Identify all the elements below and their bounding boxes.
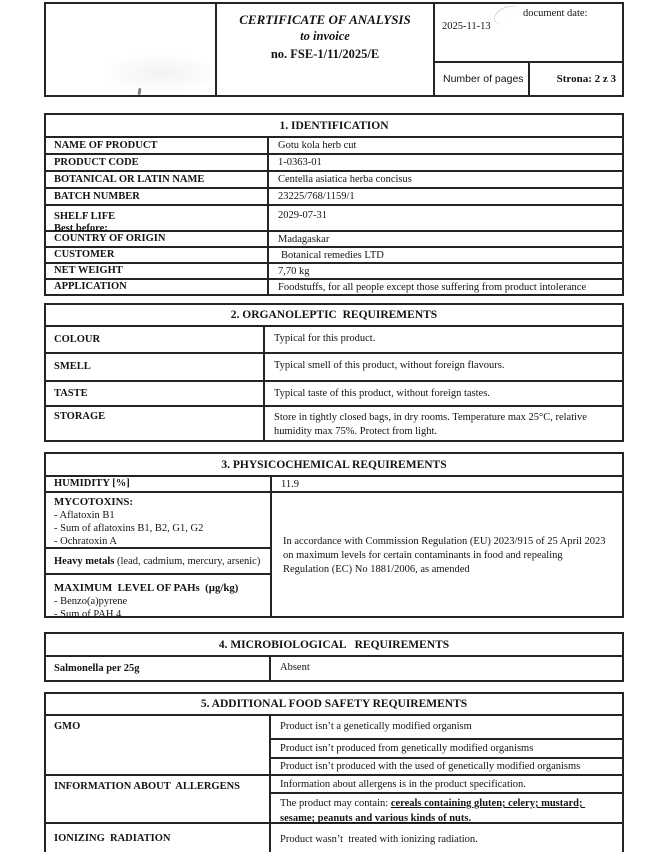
table-row bbox=[46, 230, 622, 246]
row-value: Typical smell of this product, without foreign flavours. bbox=[274, 360, 505, 371]
row-value: 1-0363-01 bbox=[278, 157, 322, 168]
ionizing-radiation-label: IONIZING RADIATION bbox=[46, 824, 271, 852]
logo-cell bbox=[46, 4, 217, 95]
physicochemical-table bbox=[44, 452, 624, 618]
row-label: STORAGE bbox=[46, 407, 265, 440]
ionizing-radiation-value: Product wasn’t treated with ionizing radiation. bbox=[280, 834, 478, 845]
pah-cell bbox=[46, 573, 270, 618]
food-safety-table bbox=[44, 692, 624, 852]
mycotoxins-cell bbox=[46, 493, 270, 547]
row-label: PRODUCT CODE bbox=[46, 155, 269, 170]
table-row bbox=[46, 204, 622, 234]
heavy-metals-rest: (lead, cadmium, mercury, arsenic) bbox=[114, 556, 261, 567]
best-before-label: Best before: bbox=[54, 223, 108, 234]
table-row bbox=[46, 352, 622, 380]
table-row bbox=[46, 278, 622, 294]
allergens-may-contain bbox=[271, 792, 622, 824]
document-date-cell bbox=[435, 4, 622, 63]
document-number: no. FSE-1/11/2025/E bbox=[270, 47, 380, 61]
pah-item: - Benzo(a)pyrene bbox=[54, 596, 128, 607]
heavy-metals-label bbox=[54, 555, 260, 568]
row-label: BATCH NUMBER bbox=[46, 189, 269, 204]
mycotoxins-title: MYCOTOXINS: bbox=[54, 496, 133, 508]
row-value: 2029-07-31 bbox=[278, 210, 327, 221]
row-label: COLOUR bbox=[46, 327, 265, 352]
section-title-identification: 1. IDENTIFICATION bbox=[279, 119, 389, 132]
document-title-cell bbox=[217, 4, 435, 95]
row-value: Centella asiatica herba concisus bbox=[278, 174, 412, 185]
contaminants-body bbox=[46, 491, 622, 618]
gmo-row-group bbox=[46, 714, 622, 774]
header-row bbox=[46, 4, 622, 95]
humidity-value: 11.9 bbox=[281, 479, 299, 490]
row-value: Typical taste of this product, without foreign tastes. bbox=[274, 388, 490, 399]
section-title-physicochemical: 3. PHYSICOCHEMICAL REQUIREMENTS bbox=[221, 458, 447, 471]
allergens-values-column bbox=[271, 776, 622, 822]
humidity-label: HUMIDITY [%] bbox=[46, 477, 272, 491]
row-label: SMELL bbox=[46, 354, 265, 380]
table-row bbox=[46, 380, 622, 405]
identification-table bbox=[44, 113, 624, 296]
regulation-note: In accordance with Commission Regulation (EU) 2023/915 of 25 April 2023 on maximum levels for certain contaminants in food and repealing Regulation (EC) No 1881/2006, as amended bbox=[283, 535, 609, 575]
table-row bbox=[46, 187, 622, 204]
row-value: Foodstuffs, for all people except those suffering from product intolerance bbox=[278, 281, 587, 293]
may-contain-allergen-list: cereals containing gluten; celery; mustard; sesame; peanuts and various kinds of nuts. bbox=[280, 798, 586, 824]
section-title-organoleptic: 2. ORGANOLEPTIC REQUIREMENTS bbox=[230, 309, 438, 321]
document-date-value: 2025-11-13 bbox=[442, 21, 491, 32]
may-contain-prefix: The product may contain: bbox=[280, 798, 391, 809]
allergens-label: INFORMATION ABOUT ALLERGENS bbox=[46, 776, 271, 822]
humidity-row bbox=[46, 475, 622, 491]
row-value: Typical for this product. bbox=[274, 333, 376, 344]
table-row bbox=[46, 170, 622, 187]
allergens-row-group bbox=[46, 774, 622, 822]
page-indicator: Strona: 2 z 3 bbox=[556, 73, 616, 85]
row-value: Madagaskar bbox=[278, 233, 330, 245]
pages-row bbox=[435, 63, 622, 95]
pah-title: MAXIMUM LEVEL OF PAHs (µg/kg) bbox=[54, 582, 239, 594]
row-label: CUSTOMER bbox=[46, 248, 269, 262]
shelf-life-label: SHELF LIFE bbox=[54, 211, 116, 222]
gmo-statement: Product isn’t a genetically modified organism bbox=[280, 721, 472, 733]
row-label: BOTANICAL OR LATIN NAME bbox=[46, 172, 269, 187]
header-right-column bbox=[435, 4, 622, 95]
table-row bbox=[46, 136, 622, 153]
scan-smudge-artifact bbox=[101, 52, 221, 94]
row-value: Gotu kola herb cut bbox=[278, 140, 357, 151]
salmonella-row bbox=[46, 655, 622, 680]
salmonella-label: Salmonella per 25g bbox=[46, 657, 271, 680]
scan-mark-artifact bbox=[138, 88, 142, 95]
table-row bbox=[46, 325, 622, 352]
section-title-microbiological: 4. MICROBIOLOGICAL REQUIREMENTS bbox=[218, 638, 450, 651]
table-row bbox=[46, 246, 622, 262]
row-label: TASTE bbox=[46, 382, 265, 405]
heavy-metals-cell bbox=[46, 547, 270, 573]
number-of-pages-label: Number of pages bbox=[435, 63, 530, 95]
mycotoxin-item: - Ochratoxin A bbox=[54, 536, 117, 547]
row-label: APPLICATION bbox=[46, 280, 269, 294]
document-date-label: document date: bbox=[523, 8, 588, 19]
gmo-statement: Product isn’t produced with the used of genetically modified organisms bbox=[271, 757, 622, 774]
header-table bbox=[44, 2, 624, 97]
row-value: Store in tightly closed bags, in dry rooms. Temperature max 25°C, relative humidity max 75%. Protect from light. bbox=[274, 412, 590, 437]
gmo-statement: Product isn’t produced from genetically modified organisms bbox=[271, 738, 622, 757]
section-title-food-safety: 5. ADDITIONAL FOOD SAFETY REQUIREMENTS bbox=[200, 698, 468, 710]
microbiological-table bbox=[44, 632, 624, 682]
mycotoxin-item: - Sum of aflatoxins B1, B2, G1, G2 bbox=[54, 523, 204, 534]
table-row bbox=[46, 153, 622, 170]
allergens-statement: Information about allergens is in the product specification. bbox=[280, 778, 526, 790]
table-row bbox=[46, 405, 622, 440]
document-title: CERTIFICATE OF ANALYSIS bbox=[239, 12, 411, 27]
row-value: Botanical remedies LTD bbox=[281, 249, 384, 261]
gmo-label: GMO bbox=[46, 716, 271, 774]
row-value: 7,70 kg bbox=[278, 265, 310, 277]
row-value: 23225/768/1159/1 bbox=[278, 191, 355, 202]
ionizing-radiation-row bbox=[46, 822, 622, 852]
row-label: NET WEIGHT bbox=[46, 264, 269, 278]
salmonella-value: Absent bbox=[280, 662, 310, 673]
heavy-metals-bold: Heavy metals bbox=[54, 556, 115, 567]
document-subtitle: to invoice bbox=[300, 29, 350, 43]
organoleptic-table bbox=[44, 303, 624, 442]
pah-item: - Sum of PAH 4 bbox=[54, 609, 122, 620]
mycotoxin-item: - Aflatoxin B1 bbox=[54, 510, 115, 521]
contaminants-left-column bbox=[46, 493, 272, 618]
table-row bbox=[46, 262, 622, 278]
gmo-values-column bbox=[271, 716, 622, 774]
row-label: COUNTRY OF ORIGIN bbox=[46, 232, 269, 246]
row-label bbox=[46, 206, 269, 234]
scan-swirl-artifact bbox=[491, 2, 522, 28]
row-label: NAME OF PRODUCT bbox=[46, 138, 269, 153]
